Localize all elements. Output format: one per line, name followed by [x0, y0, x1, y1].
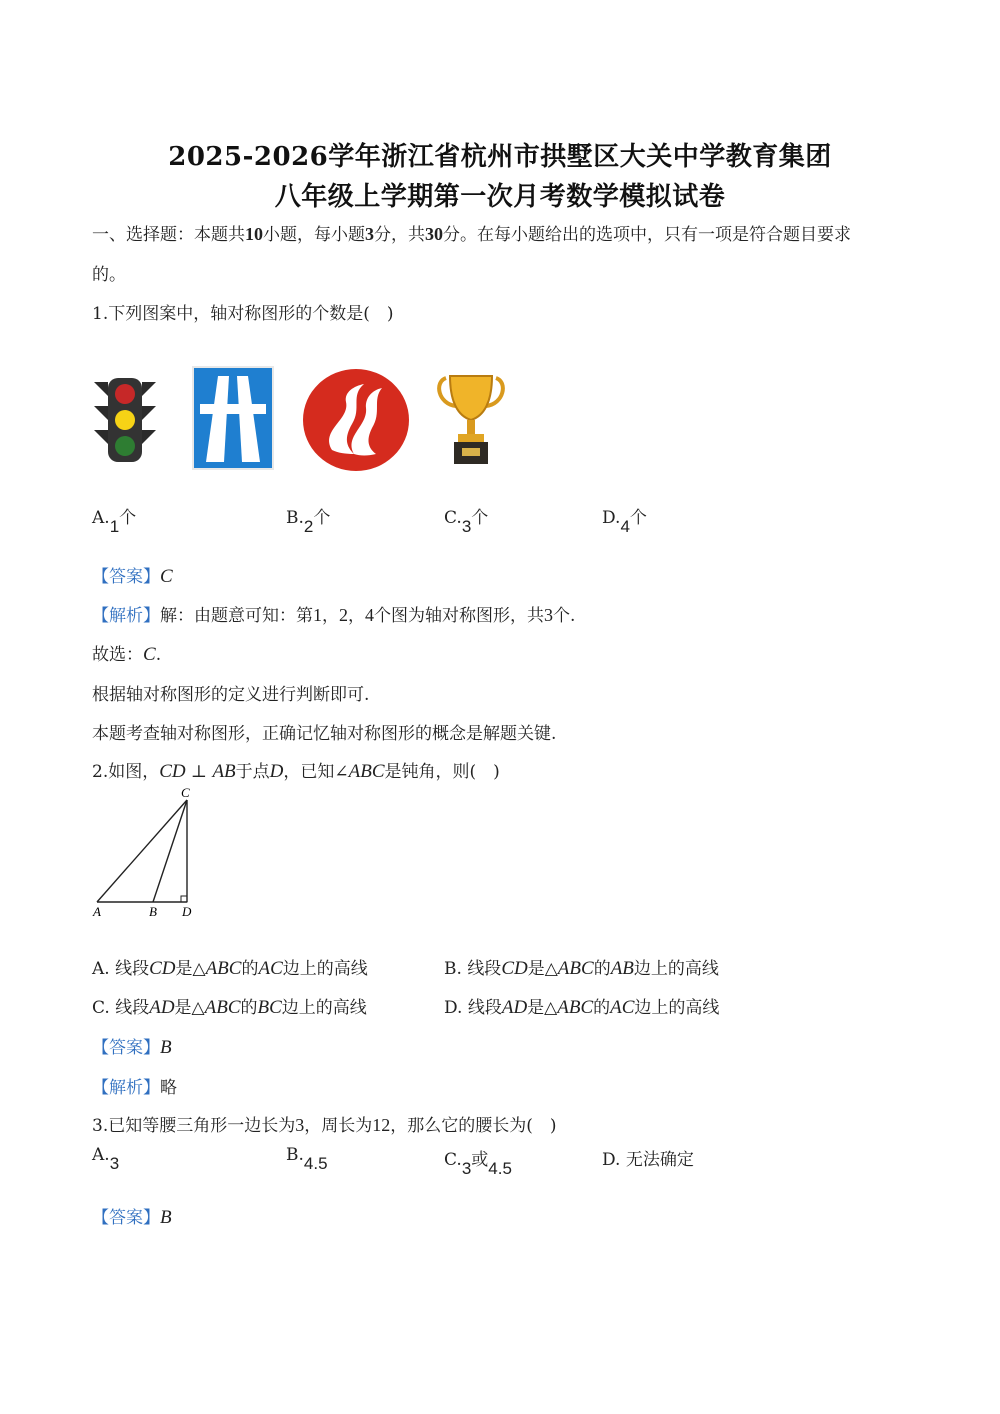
option-value: 3 — [109, 1154, 120, 1173]
stem-text: ，已知 — [283, 762, 335, 782]
option-value: 3 — [461, 1159, 472, 1178]
q1-option-b[interactable] — [286, 503, 331, 536]
q2-option-a[interactable] — [92, 954, 368, 980]
highway-sign-image — [192, 366, 274, 470]
option-unit: 个 — [313, 508, 331, 528]
stem-text: 2.如图， — [92, 762, 160, 782]
point-d: D — [269, 761, 284, 782]
option-value: 3 — [461, 517, 472, 536]
q2-option-c[interactable] — [92, 993, 367, 1019]
section-text: 小题，每小题 — [263, 225, 365, 245]
stem-text: ，那么它的腰长为( ) — [390, 1116, 557, 1136]
answer-value: C — [160, 566, 173, 587]
triangle-figure — [86, 782, 206, 922]
q1-option-c[interactable] — [444, 503, 489, 536]
analysis-text: 个. — [553, 606, 576, 626]
q3-answer — [92, 1203, 172, 1229]
choose-prefix: 故选： — [92, 645, 143, 665]
answer-label: 【答案】 — [92, 1038, 160, 1058]
answer-value: B — [160, 1037, 172, 1058]
option-letter: A. — [92, 1145, 110, 1165]
analysis-text: 略 — [160, 1078, 177, 1098]
choose-suffix: . — [155, 645, 162, 665]
answer-label: 【答案】 — [92, 567, 160, 587]
stem-number: 3 — [295, 1115, 305, 1135]
analysis-text: 解：由题意可知：第 — [160, 606, 313, 626]
q1-stem: 1.下列图案中，轴对称图形的个数是( ) — [92, 304, 394, 324]
answer-label: 【答案】 — [92, 1208, 160, 1228]
angle-symbol: ∠ — [334, 762, 349, 782]
answer-value: B — [160, 1207, 172, 1228]
q1-choose — [92, 640, 161, 666]
option-text: 是△ — [174, 998, 205, 1018]
option-letter: C. — [444, 1150, 462, 1170]
page-subtitle: 八年级上学期第一次月考数学模拟试卷 — [274, 182, 726, 212]
q1-option-d[interactable] — [602, 503, 647, 536]
option-or: 或 — [471, 1150, 489, 1170]
option-letter: B. — [286, 508, 304, 528]
section-total: 30 — [425, 224, 443, 244]
option-text: 的 — [240, 998, 258, 1018]
option-value: 1 — [109, 517, 120, 536]
option-text: 的 — [593, 998, 611, 1018]
option-letter: C. — [444, 508, 462, 528]
section-text: 分。在每小题给出的选项中，只有一项是符合题目要求 — [443, 225, 851, 245]
option-unit: 个 — [629, 508, 647, 528]
option-value: 4 — [620, 517, 630, 536]
option-text: 线段 — [115, 998, 150, 1018]
option-segment: AD — [149, 997, 175, 1018]
stem-text: ，周长为 — [304, 1116, 373, 1136]
option-letter: C. — [92, 998, 110, 1018]
option-segment: CD — [149, 958, 176, 979]
option-letter: D. — [444, 998, 463, 1018]
q1-analysis — [92, 601, 575, 626]
option-value: 2 — [303, 517, 314, 536]
option-letter: B. — [286, 1145, 304, 1165]
stem-number: 12 — [372, 1115, 391, 1135]
option-value: 4.5 — [488, 1159, 512, 1178]
analysis-label: 【解析】 — [92, 606, 160, 626]
section-text: 分，共 — [374, 225, 425, 245]
option-side: AB — [610, 958, 634, 979]
option-text: 线段 — [467, 998, 502, 1018]
stem-text: 3.已知等腰三角形一边长为 — [92, 1116, 296, 1136]
option-text: 的 — [241, 959, 259, 979]
q3-option-d[interactable] — [602, 1145, 694, 1170]
page-title: 2025-2026学年浙江省杭州市拱墅区大关中学教育集团 — [168, 142, 832, 172]
option-segment: AD — [501, 997, 528, 1018]
option-value: 4.5 — [303, 1154, 328, 1173]
section-text: 一、选择题：本题共 — [92, 225, 245, 245]
angle-abc: ABC — [348, 761, 385, 782]
segment-ab: AB — [212, 761, 236, 782]
option-text: 是△ — [527, 998, 558, 1018]
option-unit: 个 — [119, 508, 137, 528]
option-text: 边上的高线 — [633, 959, 719, 979]
option-text: 是△ — [175, 959, 206, 979]
analysis-text: 个图为轴对称图形，共 — [374, 606, 544, 626]
label-c: C — [181, 785, 190, 800]
trophy-image — [436, 372, 506, 470]
section-header-cont: 的。 — [92, 265, 126, 285]
q3-stem — [92, 1111, 557, 1136]
option-triangle: ABC — [557, 958, 594, 979]
q1-note-2: 本题考查轴对称图形，正确记忆轴对称图形的概念是解题关键. — [92, 724, 557, 744]
q2-option-b[interactable] — [444, 954, 719, 980]
analysis-number: 3 — [544, 605, 553, 625]
section-header — [92, 220, 851, 245]
red-circle-logo-image — [302, 368, 410, 472]
analysis-comma: ， — [348, 606, 365, 626]
label-d: D — [182, 904, 192, 919]
analysis-number: 2 — [339, 605, 348, 625]
segment-cd: CD — [159, 761, 186, 782]
q2-option-d[interactable] — [444, 993, 719, 1019]
q2-analysis — [92, 1073, 177, 1098]
option-text: 边上的高线 — [282, 959, 368, 979]
option-text: 是△ — [527, 959, 558, 979]
stem-text: 是钝角，则( ) — [384, 762, 500, 782]
option-side: BC — [257, 997, 282, 1018]
option-letter: A. — [92, 959, 110, 979]
option-letter: D. — [602, 508, 621, 528]
stem-text: 于点 — [235, 762, 270, 782]
perp-symbol: ⊥ — [185, 762, 213, 782]
label-b: B — [149, 904, 157, 919]
option-letter: D. — [602, 1150, 621, 1170]
q1-option-a[interactable] — [92, 503, 137, 536]
option-side: AC — [610, 997, 635, 1018]
q3-option-c[interactable] — [444, 1145, 512, 1178]
analysis-number: 4 — [365, 605, 374, 625]
section-count: 10 — [245, 224, 263, 244]
option-text: 边上的高线 — [634, 998, 720, 1018]
option-text: 的 — [593, 959, 611, 979]
option-triangle: ABC — [205, 958, 242, 979]
option-text: 边上的高线 — [281, 998, 367, 1018]
traffic-light-image — [92, 376, 158, 466]
option-text: 线段 — [115, 959, 150, 979]
option-letter: A. — [92, 508, 110, 528]
q2-answer — [92, 1033, 172, 1059]
q2-stem — [92, 757, 500, 783]
analysis-comma: ， — [322, 606, 339, 626]
q1-answer — [92, 562, 173, 588]
option-side: AC — [258, 958, 283, 979]
analysis-label: 【解析】 — [92, 1078, 160, 1098]
option-text: 无法确定 — [625, 1150, 694, 1170]
label-a: A — [93, 904, 101, 919]
option-unit: 个 — [471, 508, 489, 528]
option-segment: CD — [501, 958, 528, 979]
q1-note-1: 根据轴对称图形的定义进行判断即可. — [92, 685, 370, 705]
option-triangle: ABC — [204, 997, 241, 1018]
option-letter: B. — [444, 959, 462, 979]
section-each: 3 — [365, 224, 374, 244]
option-text: 线段 — [467, 959, 502, 979]
choose-value: C — [143, 644, 156, 665]
q3-option-b[interactable] — [286, 1145, 328, 1173]
analysis-number: 1 — [313, 605, 322, 625]
q3-option-a[interactable] — [92, 1145, 120, 1173]
option-triangle: ABC — [557, 997, 594, 1018]
